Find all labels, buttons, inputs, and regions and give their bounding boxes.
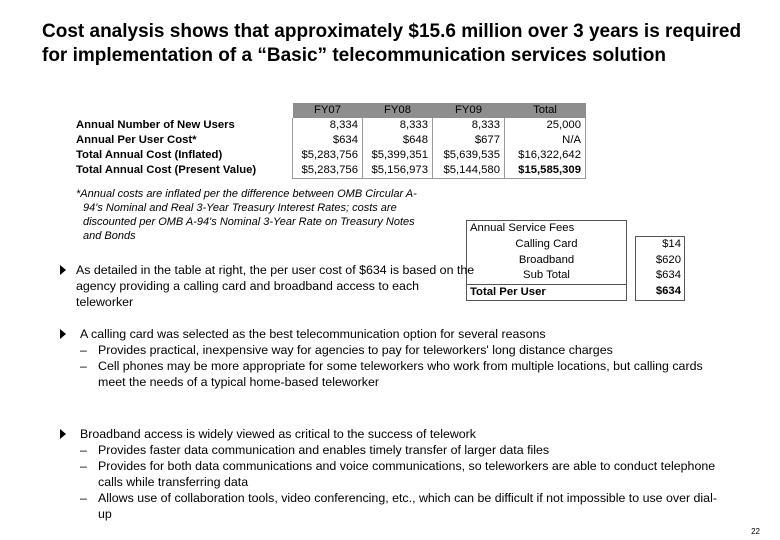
table-row (74, 148, 586, 163)
bullet-text: Broadband access is widely viewed as critical to the success of telework (80, 427, 476, 441)
table-row (74, 118, 586, 133)
cell: $5,283,756 (293, 148, 363, 163)
page-title: Cost analysis shows that approximately $15.6 million over 3 years is required for implementation of a “Basic” telecommunication services solution (42, 21, 742, 66)
row-label: Annual Per User Cost* (76, 134, 197, 146)
bullet-text: A calling card was selected as the best telecommunication option for several reasons (80, 327, 546, 341)
table-row (74, 163, 586, 179)
dash-icon: – (80, 459, 87, 473)
bullet-broadband (60, 426, 720, 522)
cell: 8,334 (293, 118, 363, 133)
table-row (74, 133, 586, 148)
triangle-right-icon (60, 265, 66, 275)
sub-bullet (80, 490, 720, 522)
triangle-right-icon (60, 329, 66, 339)
cell: 8,333 (433, 118, 505, 133)
cell: $648 (363, 133, 433, 148)
footnote-line: discounted per OMB A-94's Nominal 3-Year Rate on Treasury Notes (83, 216, 415, 228)
fees-total-row (467, 284, 685, 301)
dash-icon: – (80, 359, 87, 373)
dash-icon: – (80, 491, 87, 505)
sub-bullet-text: Provides faster data communication and enables timely transfer of larger data files (98, 443, 550, 457)
cell: $5,144,580 (433, 163, 505, 179)
row-label: Total Annual Cost (Inflated) (76, 149, 223, 161)
table-row (467, 237, 685, 253)
sub-bullet-text: Provides for both data communications and voice communications, so teleworkers are able to conduct telephone calls while transferring data (98, 459, 716, 489)
cell: $5,283,756 (293, 163, 363, 179)
cost-table-corner (74, 103, 293, 118)
bullet-calling-card (60, 326, 720, 390)
fee-label: Sub Total (467, 268, 627, 284)
cell: $15,585,309 (505, 163, 586, 179)
fee-value: $14 (636, 237, 685, 253)
sub-bullet-text: Provides practical, inexpensive way for agencies to pay for teleworkers' long distance charges (98, 343, 613, 357)
page-number: 22 (751, 527, 760, 536)
dash-icon: – (80, 443, 87, 457)
bullet-per-user-cost (60, 262, 476, 310)
cell: $5,399,351 (363, 148, 433, 163)
col-fy08: FY08 (363, 103, 433, 118)
fees-header-row (467, 221, 685, 237)
cell: 8,333 (363, 118, 433, 133)
cell: $634 (293, 133, 363, 148)
footnote-line: 94's Nominal and Real 3-Year Treasury Interest Rates; costs are (83, 202, 397, 214)
cost-table (74, 103, 586, 179)
table-row (467, 268, 685, 284)
sub-bullet-text: Allows use of collaboration tools, video conferencing, etc., which can be difficult if not impossible to use over dial-up (98, 491, 717, 521)
cell: $16,322,642 (505, 148, 586, 163)
row-label: Annual Number of New Users (76, 119, 235, 131)
fee-label: Broadband (467, 253, 627, 269)
col-fy07: FY07 (293, 103, 363, 118)
cell: $5,156,973 (363, 163, 433, 179)
sub-bullet (80, 442, 720, 458)
footnote-line: and Bonds (83, 230, 136, 242)
col-fy09: FY09 (433, 103, 505, 118)
sub-bullet (80, 458, 720, 490)
bullet-text: As detailed in the table at right, the per user cost of $634 is based on the agency providing a calling card and broadband access to each teleworker (76, 263, 475, 309)
fees-header: Annual Service Fees (467, 221, 627, 237)
fee-total-value: $634 (636, 284, 685, 301)
col-total: Total (505, 103, 586, 118)
row-label: Total Annual Cost (Present Value) (76, 164, 257, 177)
sub-bullet (80, 358, 720, 390)
triangle-right-icon (60, 429, 66, 439)
fee-value: $634 (636, 268, 685, 284)
cell: $5,639,535 (433, 148, 505, 163)
fee-total-label: Total Per User (467, 284, 627, 301)
footnote (76, 187, 464, 243)
fee-label: Calling Card (467, 237, 627, 253)
sub-bullet-text: Cell phones may be more appropriate for some teleworkers who work from multiple locations, but calling cards meet the needs of a typical home-based teleworker (98, 359, 703, 389)
service-fees-table (466, 220, 685, 301)
cell: 25,000 (505, 118, 586, 133)
cell: $677 (433, 133, 505, 148)
cost-table-header (74, 103, 586, 118)
fee-value: $620 (636, 253, 685, 269)
table-row (467, 253, 685, 269)
sub-bullet (80, 342, 720, 358)
cell: N/A (505, 133, 586, 148)
footnote-line: *Annual costs are inflated per the difference between OMB Circular A- (76, 188, 417, 200)
dash-icon: – (80, 343, 87, 357)
